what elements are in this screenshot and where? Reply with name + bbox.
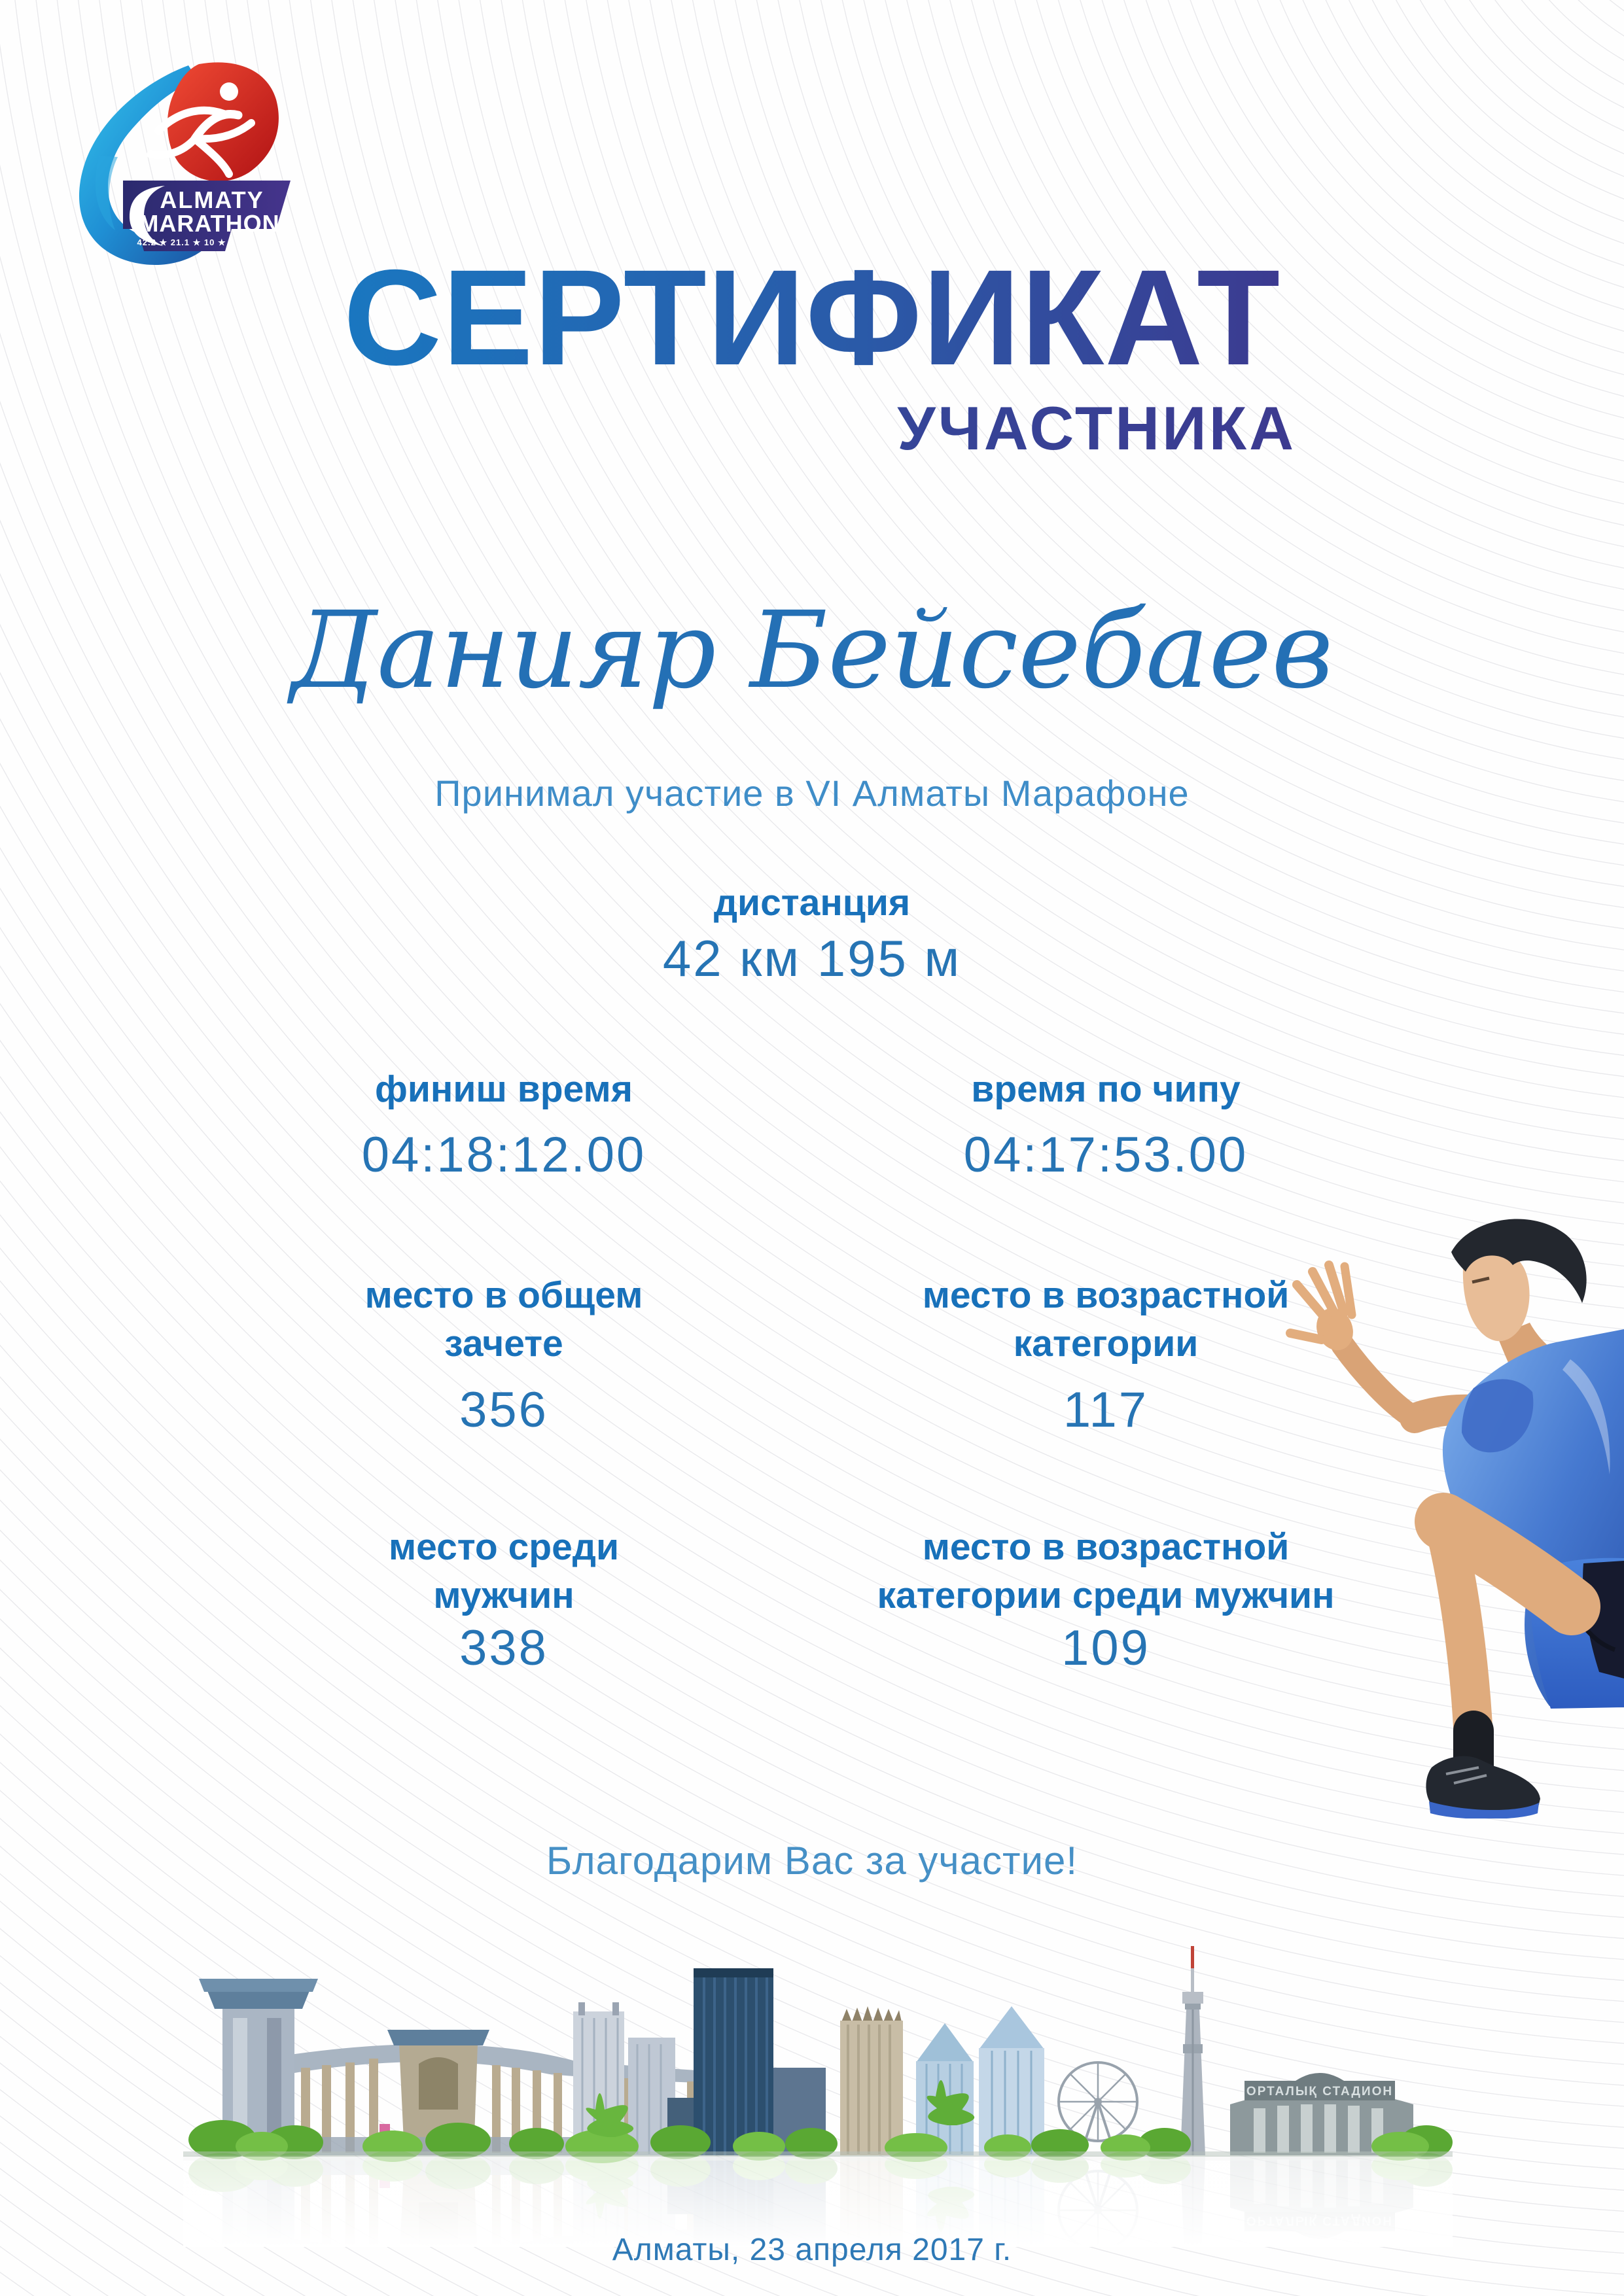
- participant-name: Данияр Бейсебаев: [291, 589, 1333, 712]
- age-men-place-value: 109: [1061, 1620, 1150, 1676]
- chip-time-label: время по чипу: [971, 1068, 1241, 1110]
- age-place-label: место в возрастной категории: [922, 1274, 1290, 1365]
- participation-text: Принимал участие в VI Алматы Марафоне: [434, 773, 1190, 814]
- runner-shoe: [1426, 1756, 1540, 1813]
- overall-place-value: 356: [459, 1382, 548, 1438]
- thanks-text: Благодарим Вас за участие!: [546, 1839, 1078, 1883]
- overall-place-label: место в общем зачете: [364, 1274, 643, 1365]
- age-place-value: 117: [1063, 1382, 1149, 1438]
- distance-value: 42 км 195 м: [662, 930, 962, 987]
- certificate-title: СЕРТИФИКАТ: [343, 242, 1281, 394]
- stadium-sign: ОРТАЛЫҚ СТАДИОН: [1246, 2085, 1394, 2098]
- finish-time-value: 04:18:12.00: [361, 1127, 646, 1183]
- city-skyline: [183, 1946, 1453, 2247]
- logo-title-almaty: ALMATY: [160, 186, 264, 213]
- runner-face: [1463, 1252, 1530, 1341]
- men-place-value: 338: [459, 1620, 548, 1676]
- men-place-label: место среди мужчин: [388, 1526, 620, 1617]
- age-men-place-label: место в возрастной категории среди мужчин: [877, 1526, 1335, 1617]
- kazakhstan-hotel: [840, 2006, 903, 2155]
- runner-photo: [1243, 1210, 1624, 1818]
- footer-date: Алматы, 23 апреля 2017 г.: [612, 2233, 1012, 2267]
- finish-time-label: финиш время: [375, 1068, 633, 1110]
- chip-time-value: 04:17:53.00: [963, 1127, 1248, 1183]
- almaty-marathon-logo: [60, 58, 293, 267]
- glass-towers: [916, 2006, 1044, 2155]
- logo-title-marathon: MARATHON: [139, 210, 280, 237]
- tv-tower: [1180, 1946, 1205, 2155]
- distance-label: дистанция: [713, 882, 911, 924]
- headline-block: [328, 242, 1296, 462]
- runner-hand: [1290, 1265, 1359, 1356]
- logo-distances: 42.2 ★ 21.1 ★ 10 ★ 3: [137, 237, 235, 247]
- certificate-subtitle: УЧАСТНИКА: [328, 398, 1296, 459]
